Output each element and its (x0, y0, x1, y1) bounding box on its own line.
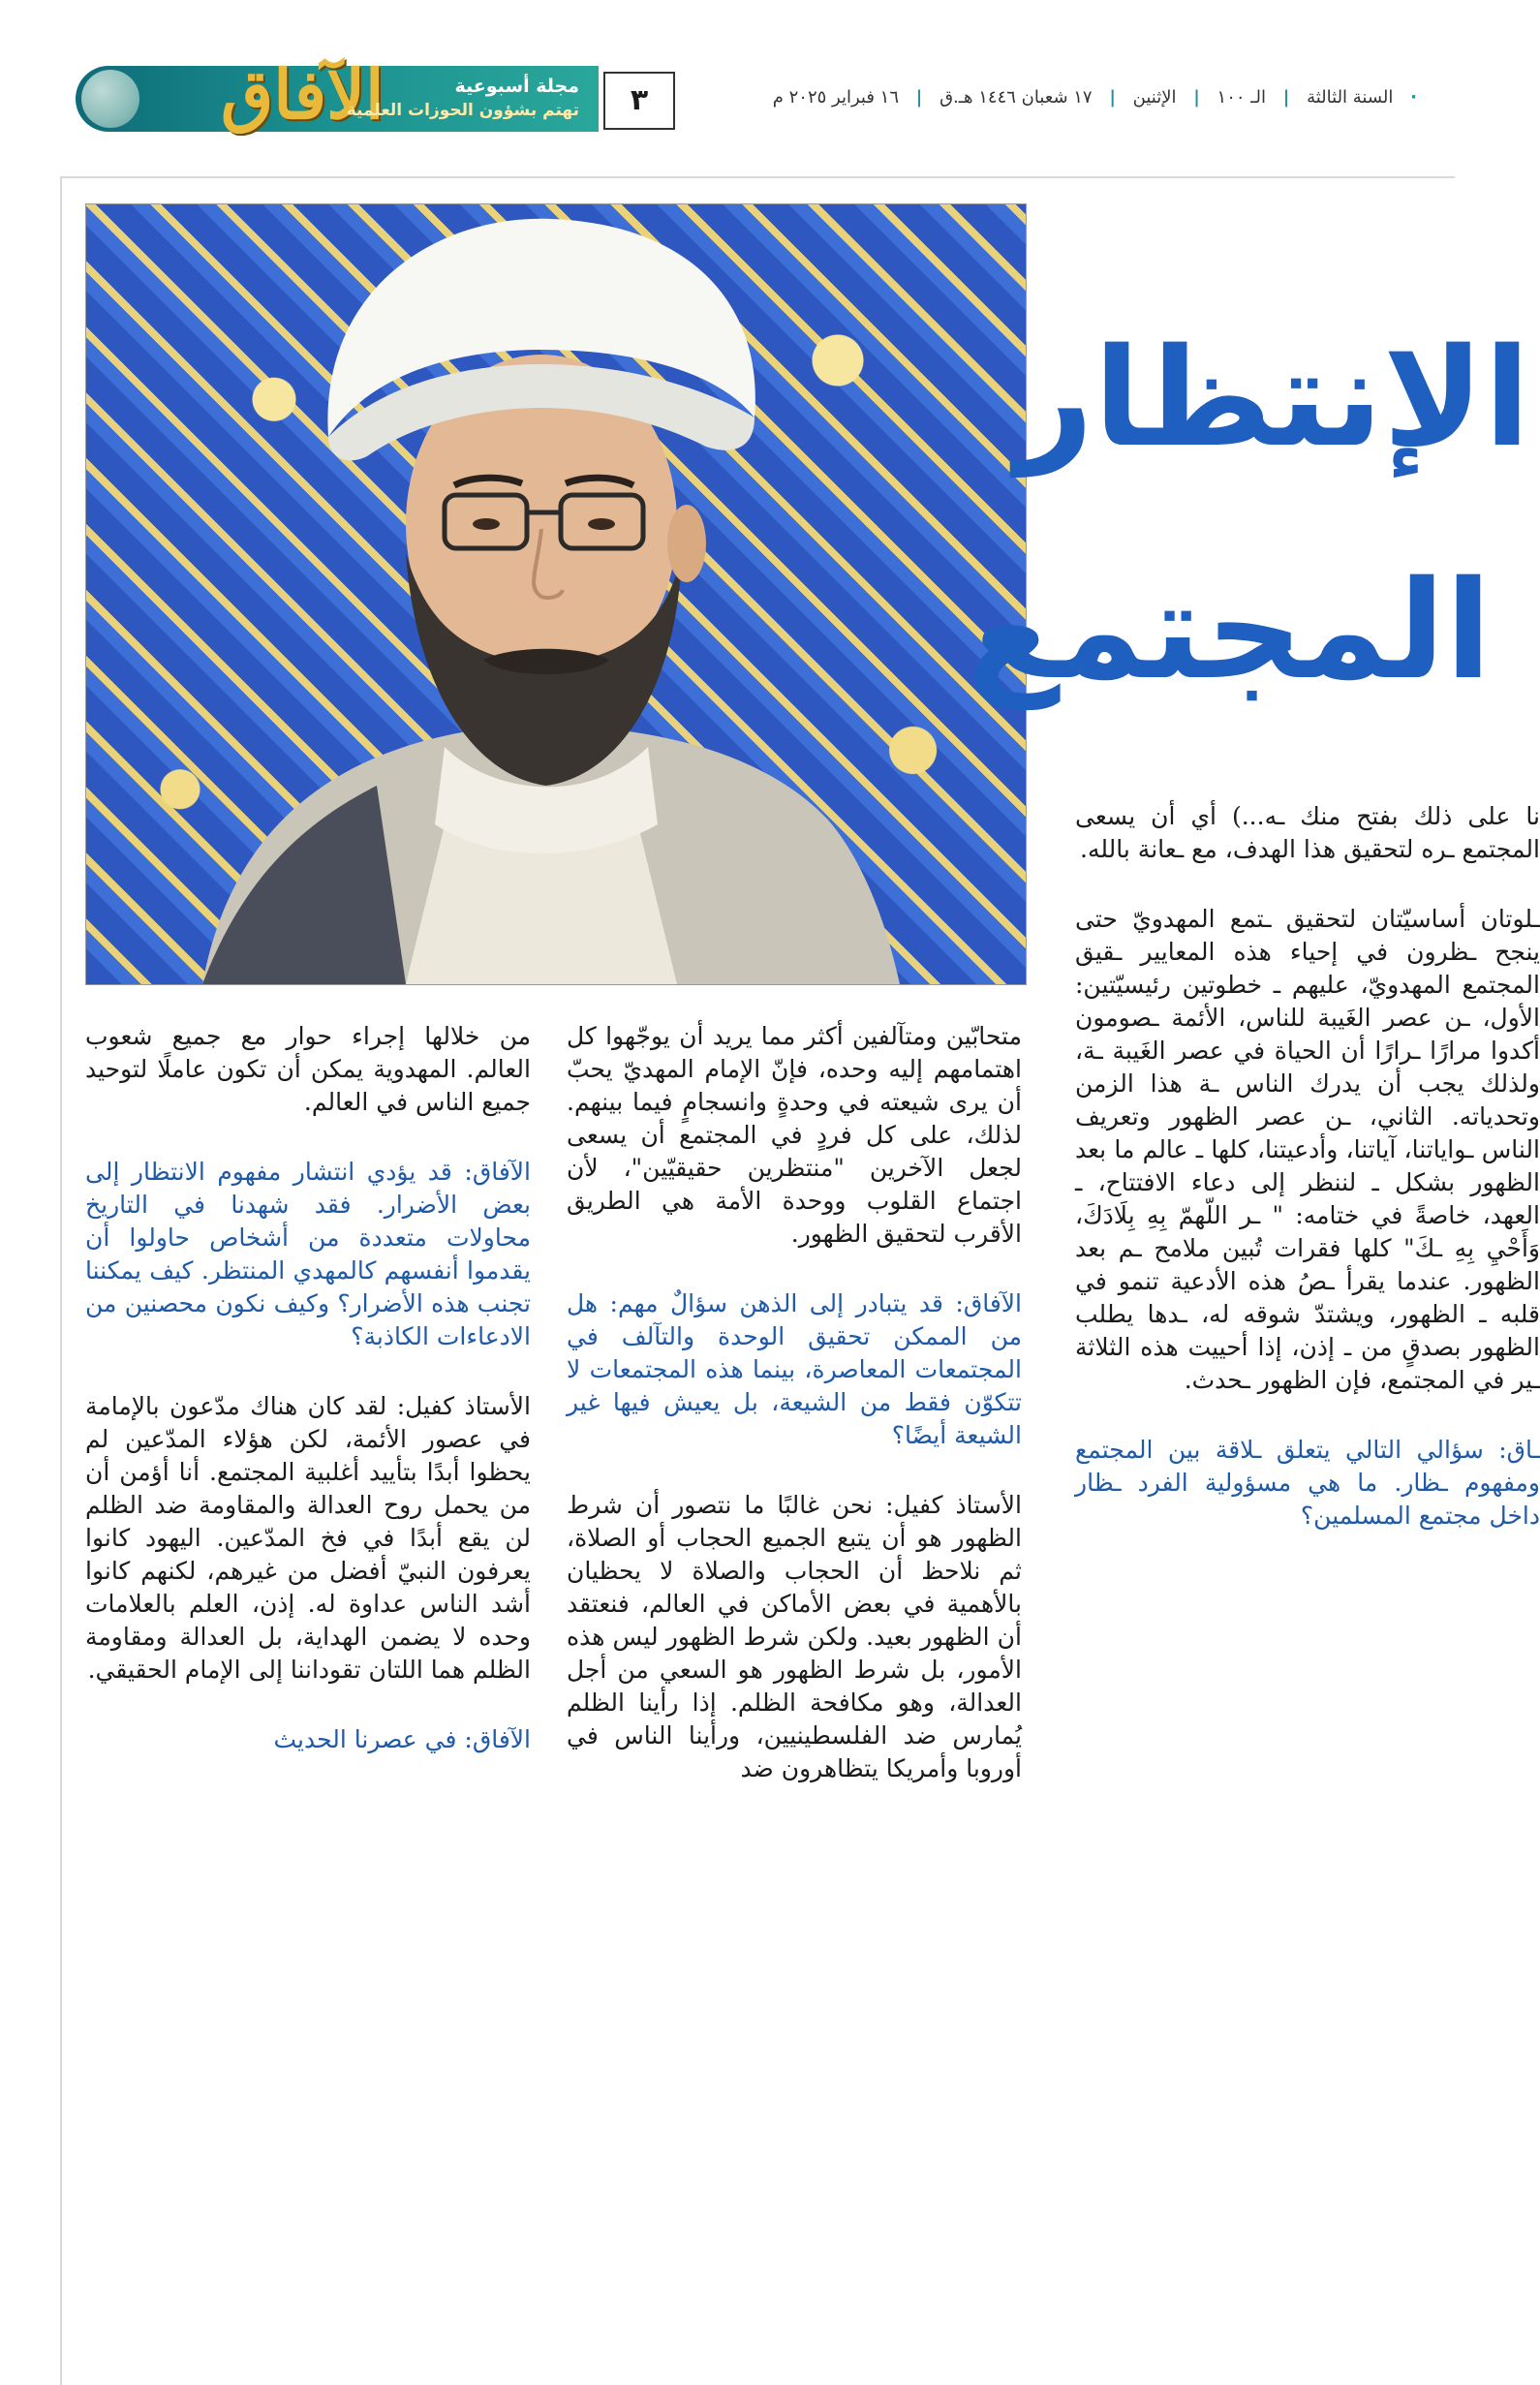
globe-icon (81, 70, 139, 128)
article-column-middle (567, 1020, 1022, 2383)
speaker-label: الأستاذ كفيل: (885, 1491, 1022, 1519)
answer-text: لقد كان هناك مدّعون بالإمامة في عصور الأئمة، لكن هؤلاء المدّعين لم يحظوا أبدًا بتأييد أغلبية المجتمع. أنا أؤمن أن من يحمل روح العدالة والمقاومة ضد الظلم لن يقع أبدًا في فخ المدّعين. اليهود كانوا يعرفون النبيّ أفضل من غيرهم، لكنهم كانوا أشد الناس عداوة له. إذن، العلم بالعلامات وحده لا يضمن الهداية، بل العدالة ومقاومة الظلم هما اللتان تقوداننا إلى الإمام الحقيقي. (85, 1392, 531, 1684)
portrait-illustration (86, 204, 1026, 984)
publication-logo (76, 54, 599, 135)
answer-text: نحن غالبًا ما نتصور أن شرط الظهور هو أن يتبع الجميع الحجاب أو الصلاة، ثم نلاحظ أن الحجاب والصلاة لا يحظيان بالأهمية في بعض الأماكن في العالم، فنعتقد أن الظهور بعيد. ولكن شرط الظهور ليس هذه الأمور، بل شرط الظهور هو السعي من أجل العدالة، وهو مكافحة الظلم. إذا رأينا الظلم يُمارس ضد الفلسطينيين، ورأينا الناس في أوروبا وأمريكا يتظاهرون ضد (567, 1491, 1022, 1782)
article-column-left (85, 1020, 531, 2383)
page-number: ٣ (603, 72, 675, 130)
paragraph: ـلوتان أساسيّتان لتحقيق ـتمع المهدويّ حتى ينجح ـظرون في إحياء هذه المعايير ـقيق المجتمع المهدويّ، عليهم ـ خطوتين رئيسيّتين: الأول، ـن عصر الغَيبة للناس، الأئمة ـصومون أكدوا مرارًا ـرارًا أن الحياة في عصر الغَيبة ـة، ولذلك يجب أن يدرك الناس ـة هذا الزمن وتحدياته. الثاني، ـن عصر الظهور وتعريف الناس ـواياتنا، آياتنا، وأدعيتنا، كلها ـ عالم ما بعد الظهور بشكل ـ لننظر إلى دعاء الافتتاح، ـ العهد، خاصةً في ختامه: " ـر اللّهمّ بِهِ بِلَادَكَ، وَأَحْيِ بِهِ ـكَ" كلها فقرات تُبين ملامح ـم بعد الظهور. عندما يقرأ ـصُ هذه الأدعية تنمو في قلبه ـ الظهور، ويشتدّ شوقه له، ـدها يطلب الظهور بصدقٍ من ـ إذن، إذا أحييت هذه الثلاثة ـير في المجتمع، فإن الظهور ـحدث. (1075, 905, 1540, 1394)
speaker-label: الأستاذ كفيل: (396, 1392, 532, 1420)
speaker-label: الآفاق: (955, 1289, 1022, 1317)
divider-icon: | (1193, 87, 1200, 108)
issue-hijri-date: ١٧ شعبان ١٤٤٦ هـ.ق (939, 87, 1093, 108)
interview-question (1075, 1434, 1540, 1533)
headline-line-2: المجتمع (967, 552, 1492, 710)
headline (967, 320, 1530, 775)
headline-line-1: الإنتظار (1015, 320, 1530, 478)
paragraph: من خلالها إجراء حوار مع جميع شعوب العالم. المهدوية يمكن أن تكون عاملًا لتوحيد جميع الناس في العالم. (85, 1022, 531, 1116)
article-column-right (1056, 800, 1540, 2383)
interview-question (85, 1156, 531, 1353)
interview-question (567, 1287, 1022, 1452)
tagline-weekly: مجلة أسبوعية (454, 76, 579, 97)
tagline-seminaries: تهتم بشؤون الحوزات العلمية (346, 101, 579, 120)
speaker-label: الآفاق: (464, 1725, 531, 1753)
speaker-label: ـاق: (1498, 1436, 1540, 1464)
bullet-icon: · (1410, 87, 1417, 108)
brand-name: الآفاق (221, 54, 385, 135)
interview-question (85, 1723, 531, 1756)
issue-gregorian-date: ١٦ فبراير ٢٠٢٥ م (772, 87, 900, 108)
interview-answer (567, 1489, 1022, 1785)
question-text: سؤالي التالي يتعلق ـلاقة بين المجتمع ومفهوم ـظار. ما هي مسؤولية الفرد ـظار داخل مجتمع المسلمين؟ (1075, 1436, 1540, 1530)
divider-icon: | (1282, 87, 1290, 108)
divider-icon: | (915, 87, 923, 108)
issue-weekday: الإثنين (1132, 87, 1177, 108)
paragraph: متحابّين ومتآلفين أكثر مما يريد أن يوجّهوا كل اهتمامهم إليه وحده، فإنّ الإمام المهديّ يحبّ أن يرى شيعته في وحدةٍ وانسجامٍ فيما بينهم. لذلك، على كل فردٍ في المجتمع أن يسعى لجعل الآخرين "منتظرين حقيقيّين"، لأن اجتماع القلوب ووحدة الأمة هي الطريق الأقرب لتحقيق الظهور. (567, 1022, 1022, 1248)
divider-icon: | (1109, 87, 1116, 108)
question-text: قد يتبادر إلى الذهن سؤالٌ مهم: هل من الممكن تحقيق الوحدة والتآلف في المجتمعات المعاصرة، بينما هذه المجتمعات لا تتكوّن فقط من الشيعة، بل يعيش فيها غير الشيعة أيضًا؟ (567, 1289, 1022, 1449)
issue-info-bar (681, 87, 1417, 114)
issue-year: السنة الثالثة (1307, 87, 1394, 108)
masthead (76, 54, 1453, 135)
interview-answer (85, 1390, 531, 1687)
question-text: قد يؤدي انتشار مفهوم الانتظار إلى بعض الأضرار. فقد شهدنا في التاريخ محاولات متعددة من أشخاص حاولوا أن يقدموا أنفسهم كالمهدي المنتظر. كيف يمكننا تجنب هذه الأضرار؟ وكيف نكون محصنين من الادعاءات الكاذبة؟ (85, 1158, 531, 1350)
issue-number: الـ ١٠٠ (1217, 87, 1267, 108)
interviewee-photo (85, 203, 1027, 985)
question-text: في عصرنا الحديث (273, 1725, 457, 1753)
speaker-label: الآفاق: (464, 1158, 531, 1186)
paragraph: نا على ذلك بفتح منك ـه...) أي أن يسعى المجتمع ـره لتحقيق هذا الهدف، مع ـعانة بالله. (1075, 802, 1540, 863)
